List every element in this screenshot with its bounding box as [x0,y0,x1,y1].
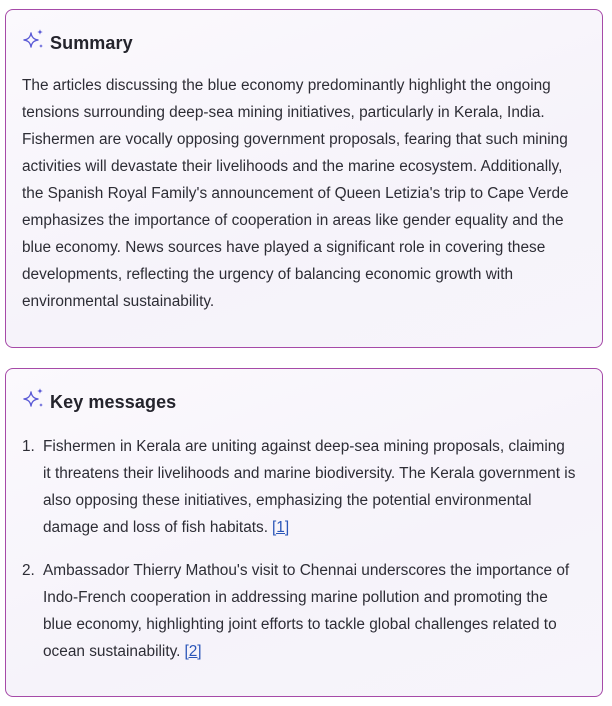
sparkle-icon [23,387,45,411]
list-item [22,557,586,665]
key-messages-list [22,433,586,665]
list-item-number: 2. [22,562,35,579]
list-item-number: 1. [22,438,35,455]
list-item-text [43,433,586,541]
key-messages-header [22,387,586,417]
message-text: Ambassador Thierry Mathou's visit to Chennai underscores the importance of Indo-French cooperation in addressing marine pollution and promoting the blue economy, highlighting joint efforts to tackle global challenges related to ocean sustainability. [43,562,570,660]
reference-link-1[interactable]: [1] [272,519,290,536]
list-item-text [43,557,586,665]
summary-card [5,9,603,348]
list-item [22,433,586,541]
key-messages-title: Key messages [50,391,177,412]
key-messages-card [5,368,603,697]
sparkle-icon [23,28,45,52]
summary-title: Summary [50,32,133,53]
message-text: Fishermen in Kerala are uniting against deep-sea mining proposals, claiming it threatens their livelihoods and marine biodiversity. The Kerala government is also opposing these initiatives, emphasizing the potential environmental damage and loss of fish habitats. [43,438,576,536]
summary-header [22,28,586,58]
reference-link-2[interactable]: [2] [184,643,202,660]
summary-text: The articles discussing the blue economy predominantly highlight the ongoing tensions surrounding deep-sea mining initiatives, particularly in Kerala, India. Fishermen are vocally opposing government proposals, fearing that such mining activities will devastate their livelihoods and the marine ecosystem. Additionally, the Spanish Royal Family's announcement of Queen Letizia's trip to Cape Verde emphasizes the importance of cooperation in areas like gender equality and the blue economy. News sources have played a significant role in covering these developments, reflecting the urgency of balancing economic growth with environmental sustainability. [22,77,569,310]
